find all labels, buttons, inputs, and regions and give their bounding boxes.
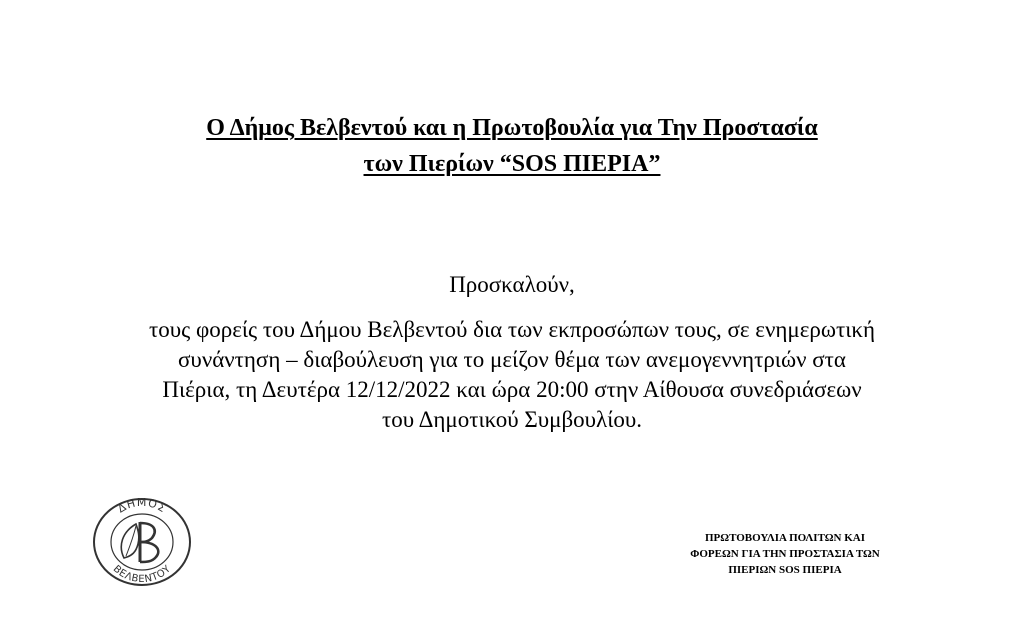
logo-bottom-text: ΒΕΛΒΕΝΤΟΥ [110,563,174,586]
invitation-body [0,315,1024,435]
organization-line: ΠΙΕΡΙΩΝ SOS ΠΙΕΡΙΑ [728,564,842,576]
leaf-b-emblem-icon [90,496,194,588]
svg-text:ΔΗΜΟΣ [115,496,168,515]
body-line: συνάντηση – διαβούλευση για το μείζον θέμα των ανεμογεννητριών στα [178,347,846,372]
logo-top-text: ΔΗΜΟΣ [115,496,169,516]
municipality-logo [90,496,194,588]
organization-line: ΠΡΩΤΟΒΟΥΛΙΑ ΠΟΛΙΤΩΝ ΚΑΙ [704,532,865,544]
title-line-1: Ο Δήμος Βελβεντού και η Πρωτοβουλία για Την Προστασία [206,115,818,141]
invite-heading: Προσκαλούν, [449,272,575,297]
organization-line: ΦΟΡΕΩΝ ΓΙΑ ΤΗΝ ΠΡΟΣΤΑΣΙΑ ΤΩΝ [690,548,880,560]
title-line-2: των Πιερίων “SOS ΠΙΕΡΙΑ” [363,151,661,177]
svg-text:ΒΕΛΒΕΝΤΟΥ [111,563,174,585]
body-line: Πιέρια, τη Δευτέρα 12/12/2022 και ώρα 20:00 στην Αίθουσα συνεδριάσεων [162,377,862,402]
document-title [0,110,1024,182]
body-line: του Δημοτικού Συμβουλίου. [381,407,643,432]
body-line: τους φορείς του Δήμου Βελβεντού δια των εκπροσώπων τους, σε ενημερωτική [148,317,876,342]
organization-signature [640,530,930,578]
